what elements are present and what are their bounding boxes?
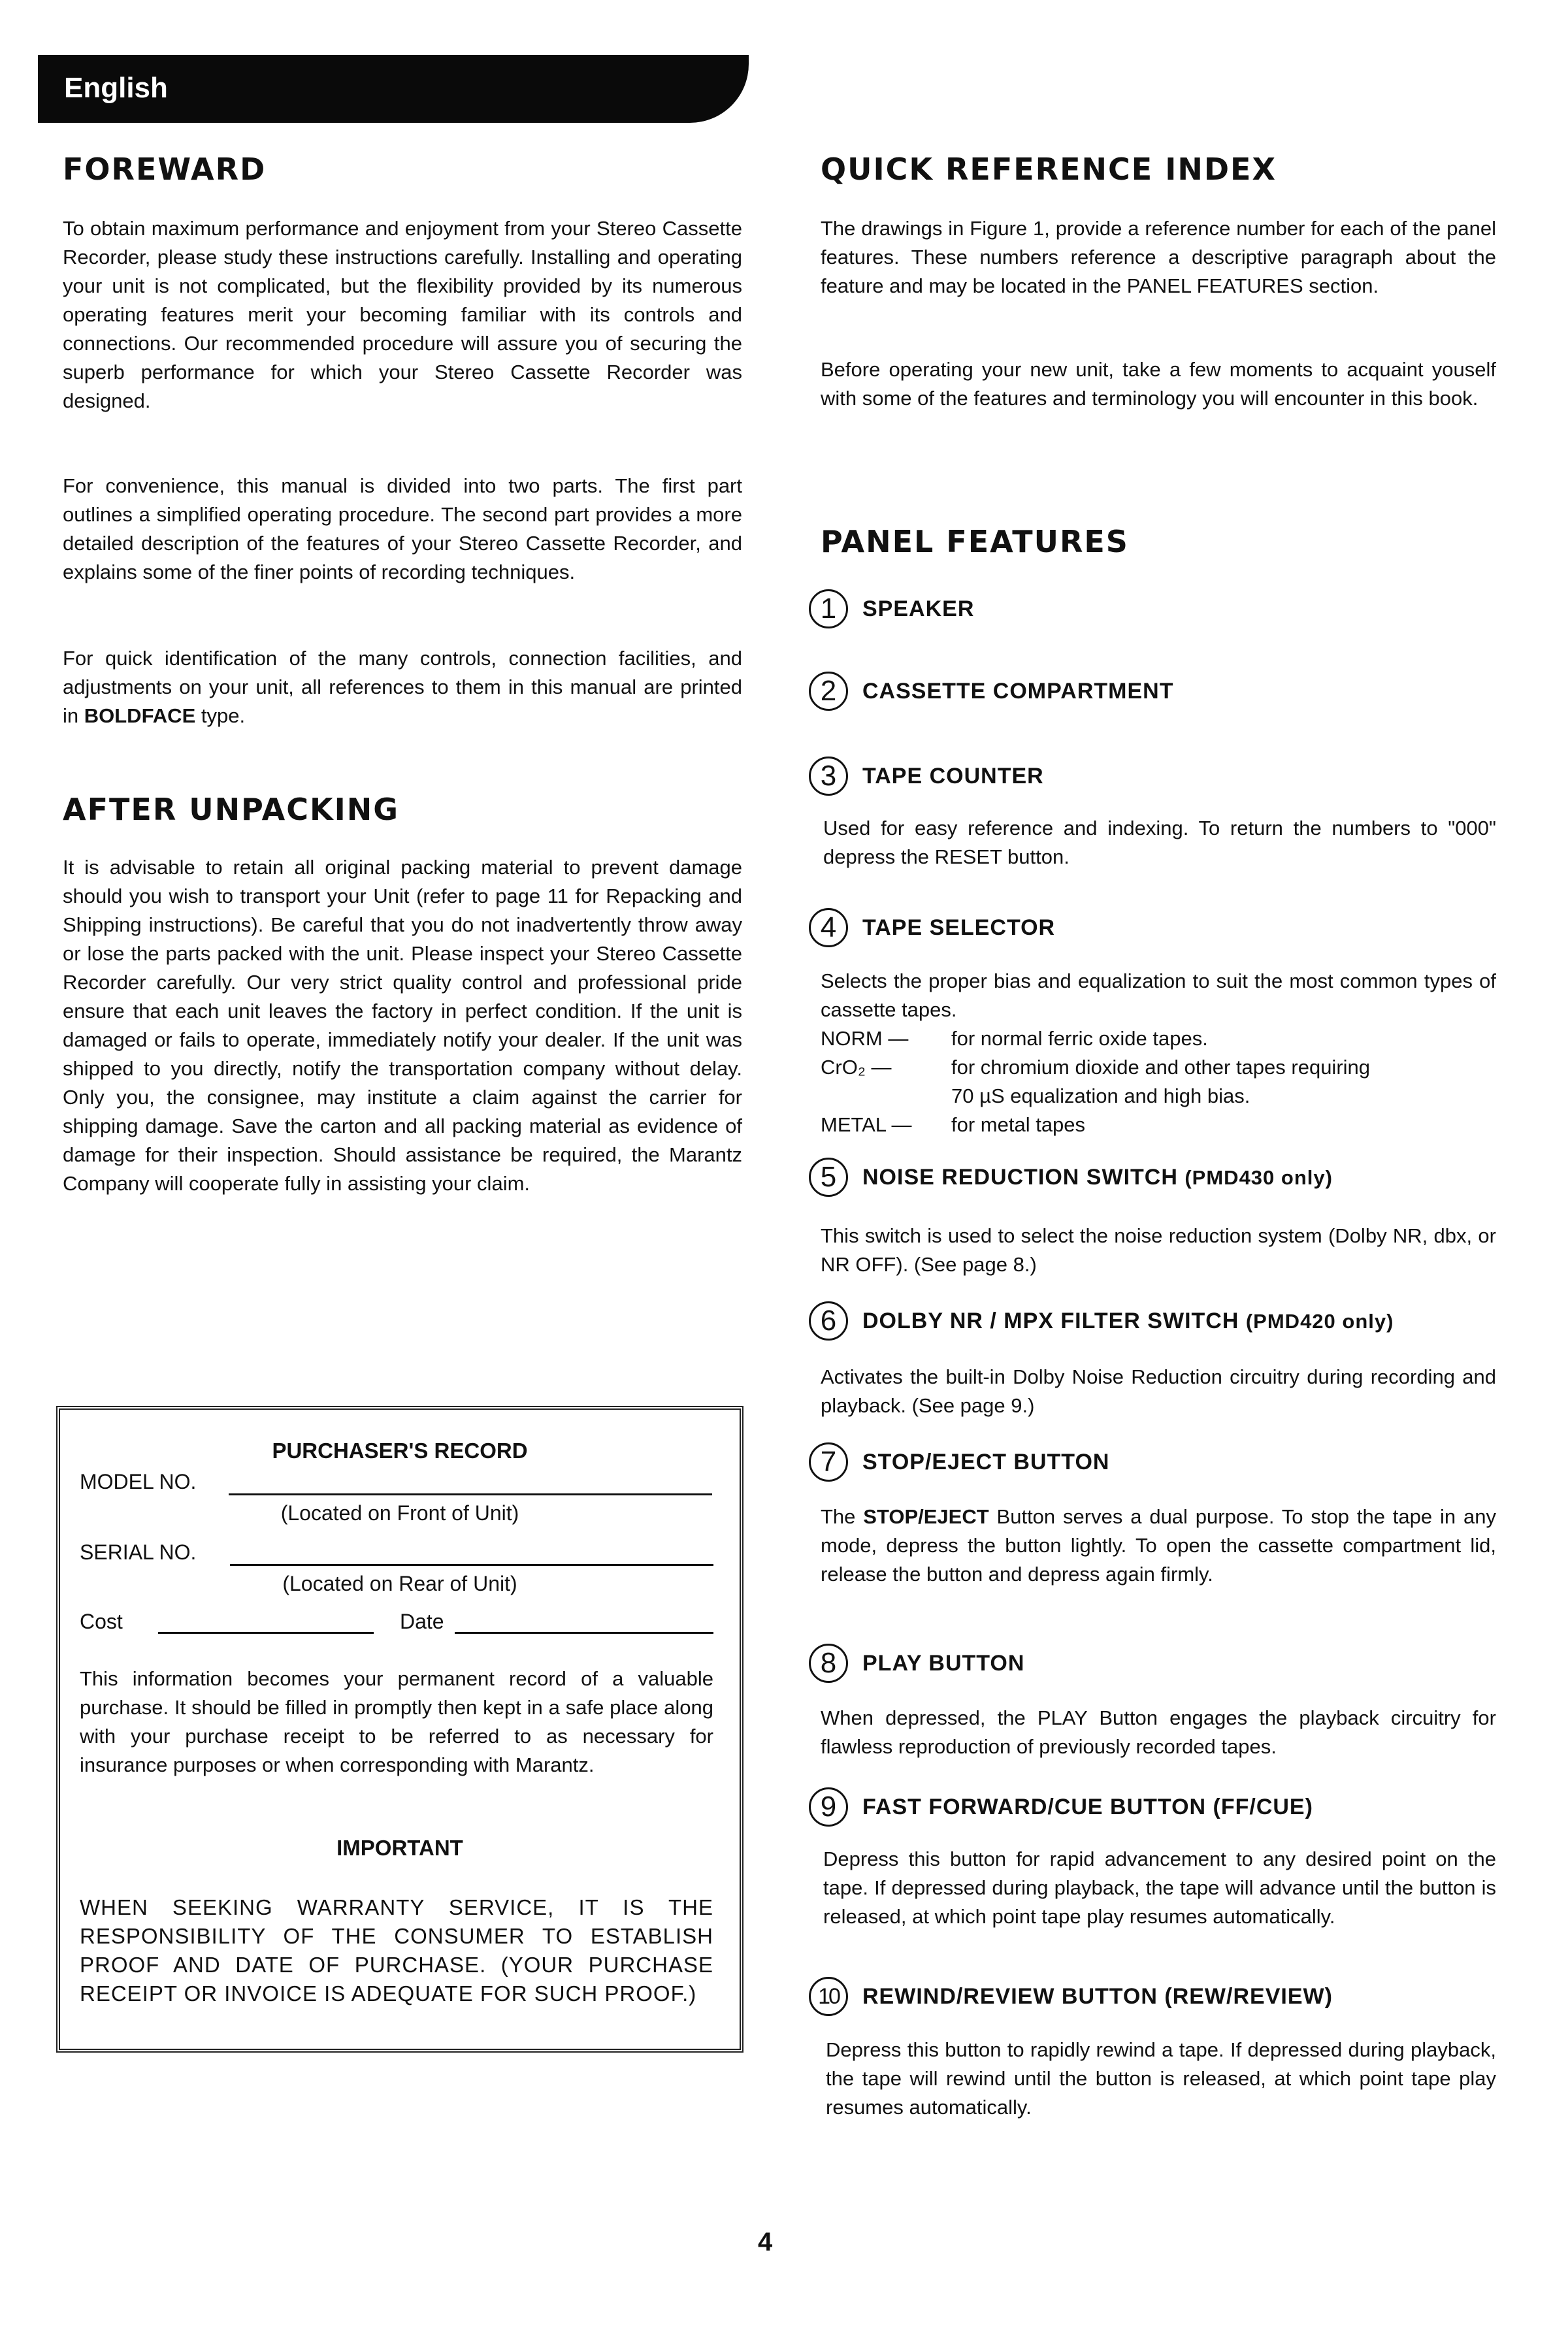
feature-title: TAPE COUNTER xyxy=(862,763,1044,789)
feature-number: 8 xyxy=(809,1644,848,1683)
important-title: IMPORTANT xyxy=(336,1836,463,1860)
foreward-paragraph-2: For convenience, this manual is divided into two parts. The first part outlines a simplified operating procedure. The second part provides a more detailed description of the features of your Stereo Cassette Recorder, and explains some of the finer points of recording techniques. xyxy=(63,474,742,583)
language-tab xyxy=(38,55,749,123)
after-unpacking-paragraph: It is advisable to retain all original packing material to prevent damage should you wish to transport your Unit (refer to page 11 for Repacking and Shipping instructions). Be careful that you do not inadvertently throw away or lose the parts packed with the unit. Please inspect your Stereo Cassette Recorder carefully. Our very strict quality control and professional pride ensure that each unit leaves the factory in perfect condition. If the unit is damaged or fails to operate, immediately notify your dealer. If the unit was shipped to you directly, notify the transportation company without delay. Only you, the consignee, may institute a claim against the carrier for shipping damage. Save the carton and all packing material as evidence of damage for their inspection. Should assistance be required, the Marantz Company will cooperate fully in assisting your claim. xyxy=(63,856,742,1195)
feature-tape-selector xyxy=(809,908,1055,947)
model-note: (Located on Front of Unit) xyxy=(280,1501,519,1525)
date-field[interactable] xyxy=(455,1632,713,1634)
feature-play-button xyxy=(809,1644,1024,1683)
foreward-title: FOREWARD xyxy=(63,152,267,187)
feature-title: STOP/EJECT BUTTON xyxy=(862,1449,1110,1474)
serial-field[interactable] xyxy=(230,1564,713,1566)
feature-number: 9 xyxy=(809,1787,848,1827)
feature-title: CASSETTE COMPARTMENT xyxy=(862,678,1174,704)
feature-number: 10 xyxy=(809,1977,848,2016)
feature-number: 7 xyxy=(809,1442,848,1482)
purchasers-record-box xyxy=(56,1406,743,2053)
feature-title: SPEAKER xyxy=(862,596,975,621)
feature-cassette-compartment xyxy=(809,672,1173,711)
language-label: English xyxy=(64,72,168,104)
feature-title: REWIND/REVIEW BUTTON (REW/REVIEW) xyxy=(862,1983,1333,2009)
feature-dolby-desc: Activates the built-in Dolby Noise Reduction circuitry during recording and playback. (See page 9.) xyxy=(821,1365,1496,1417)
feature-stop-eject-desc: The STOP/EJECT Button serves a dual purpose. To stop the tape in any mode, depress the button lightly. To open the cassette compartment lid, release the button and depress again firmly. xyxy=(821,1505,1496,1586)
quick-reference-paragraph-1: The drawings in Figure 1, provide a reference number for each of the panel features. These numbers reference a descriptive paragraph about the feature and may be located in the PANEL FEATURES section. xyxy=(821,217,1496,297)
tape-type-norm: NORM — xyxy=(821,1027,909,1050)
foreward-paragraph-3: For quick identification of the many controls, connection facilities, and adjustments on your unit, all references to them in this manual are printed in BOLDFACE type. xyxy=(63,647,742,727)
feature-noise-reduction-switch xyxy=(809,1158,1333,1197)
record-info: This information becomes your permanent record of a valuable purchase. It should be filled in promptly then kept in a safe place along with your purchase receipt to be referred to as necessary for insurance purposes or when corresponding with Marantz. xyxy=(80,1667,713,1776)
feature-noise-reduction-desc: This switch is used to select the noise reduction system (Dolby NR, dbx, or NR OFF). (See page 8.) xyxy=(821,1224,1496,1276)
feature-tape-counter-desc: Used for easy reference and indexing. To return the numbers to "000" depress the RESET button. xyxy=(823,817,1496,868)
feature-dolby-mpx-switch xyxy=(809,1301,1394,1341)
tape-type-cro2: CrO₂ — xyxy=(821,1056,892,1079)
feature-tape-selector-desc: Selects the proper bias and equalization to suit the most common types of cassette tapes. xyxy=(821,969,1496,1021)
cost-label: Cost xyxy=(80,1610,123,1633)
model-label: MODEL NO. xyxy=(80,1470,197,1493)
feature-rewind-desc: Depress this button to rapidly rewind a tape. If depressed during playback, the tape will rewind until the button is released, at which point tape play resumes automatically. xyxy=(826,2038,1496,2119)
serial-note: (Located on Rear of Unit) xyxy=(282,1572,517,1595)
feature-fast-forward-desc: Depress this button for rapid advancement to any desired point on the tape. If depressed during playback, the tape will advance until the button is released, at which point tape play resumes automatically. xyxy=(823,1847,1496,1928)
date-label: Date xyxy=(400,1610,444,1633)
feature-title: NOISE REDUCTION SWITCH xyxy=(862,1164,1178,1190)
record-title: PURCHASER'S RECORD xyxy=(272,1439,528,1463)
feature-title: PLAY BUTTON xyxy=(862,1650,1025,1676)
feature-title: TAPE SELECTOR xyxy=(862,915,1056,940)
tape-type-metal: METAL — xyxy=(821,1113,912,1136)
feature-stop-eject-button xyxy=(809,1442,1109,1482)
feature-tape-counter xyxy=(809,757,1044,796)
after-unpacking-title: AFTER UNPACKING xyxy=(63,792,399,827)
serial-label: SERIAL NO. xyxy=(80,1540,197,1564)
tape-types-list: NORM — for normal ferric oxide tapes. CrO₂ — for chromium dioxide and other tapes requiring 70 µS equalization and high bias. METAL — for metal tapes xyxy=(821,1024,1496,1139)
feature-number: 4 xyxy=(809,908,848,947)
feature-number: 2 xyxy=(809,672,848,711)
boldface-word: BOLDFACE xyxy=(84,704,196,727)
feature-rewind-button xyxy=(809,1977,1333,2016)
feature-number: 3 xyxy=(809,757,848,796)
quick-reference-title: QUICK REFERENCE INDEX xyxy=(821,152,1277,187)
feature-number: 5 xyxy=(809,1158,848,1197)
feature-number: 1 xyxy=(809,589,848,628)
panel-features-title: PANEL FEATURES xyxy=(821,524,1129,559)
feature-play-desc: When depressed, the PLAY Button engages the playback circuitry for flawless reproduction of previously recorded tapes. xyxy=(821,1706,1496,1758)
cost-field[interactable] xyxy=(158,1632,374,1634)
important-text: WHEN SEEKING WARRANTY SERVICE, IT IS THE RESPONSIBILITY OF THE CONSUMER TO ESTABLISH PROOF AND DATE OF PURCHASE. (YOUR PURCHASE RECEIPT OR INVOICE IS ADEQUATE FOR SUCH PROOF.) xyxy=(80,1895,713,2006)
page-number: 4 xyxy=(758,2228,773,2256)
feature-speaker xyxy=(809,589,974,628)
quick-reference-paragraph-2: Before operating your new unit, take a few moments to acquaint youself with some of the features and terminology you will encounter in this book. xyxy=(821,358,1496,410)
feature-title: FAST FORWARD/CUE BUTTON (FF/CUE) xyxy=(862,1794,1313,1819)
feature-title: DOLBY NR / MPX FILTER SWITCH xyxy=(862,1308,1239,1333)
model-field[interactable] xyxy=(229,1493,712,1495)
foreward-paragraph-1: To obtain maximum performance and enjoyment from your Stereo Cassette Recorder, please study these instructions carefully. Installing and operating your unit is not complicated, but the flexibility provided by its numerous operating features merit your becoming familiar with its controls and connections. Our recommended procedure will assure you of securing the superb performance for which your Stereo Cassette Recorder was designed. xyxy=(63,217,742,412)
model-note: (PMD420 only) xyxy=(1245,1309,1394,1333)
feature-fast-forward-button xyxy=(809,1787,1313,1827)
feature-number: 6 xyxy=(809,1301,848,1341)
model-note: (PMD430 only) xyxy=(1184,1165,1333,1189)
